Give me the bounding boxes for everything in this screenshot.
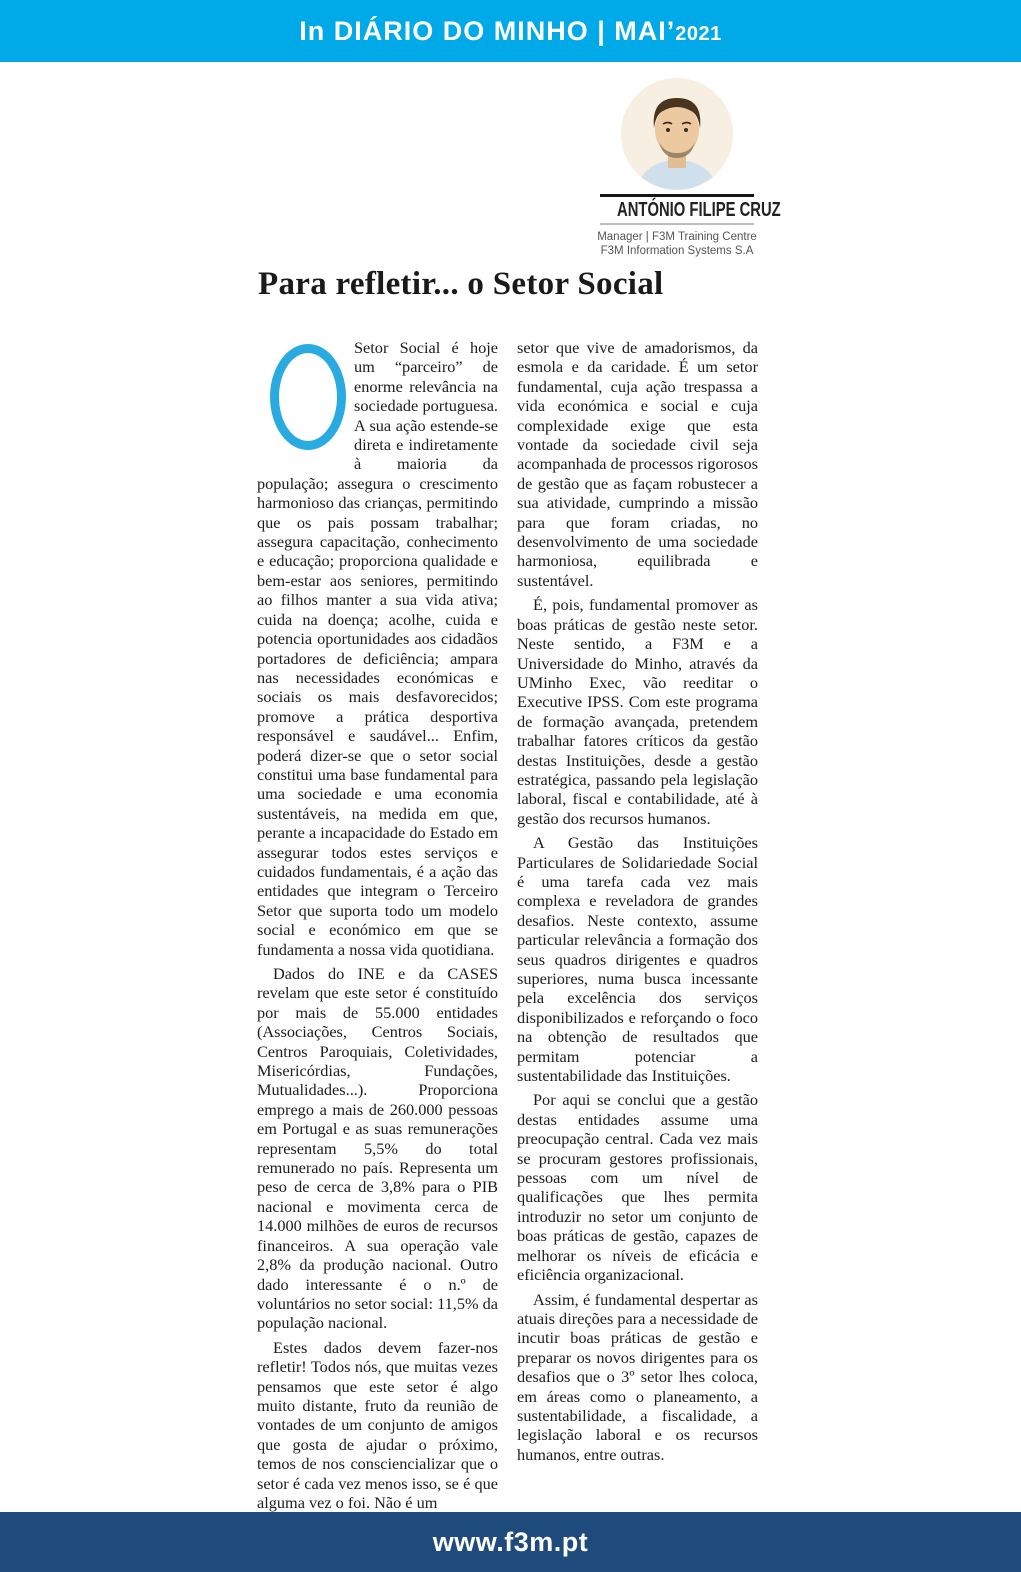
- person-portrait-icon: [621, 78, 733, 190]
- paragraph: A Gestão das Instituições Particulares de Solidariedade Social é uma tarefa cada vez mais complexa e reveladora de grandes desafios. Neste contexto, assume particular relevância a formação dos seus quadros dirigentes e quadros superiores, numa busca incessante pela excelência dos serviços disponibilizados e reforçando o foco na obtenção de resultados que permitam potenciar a sustentabilidade das Instituições.: [517, 833, 758, 1086]
- paragraph: Assim, é fundamental despertar as atuais direções para a necessidade de incutir boas práticas de gestão e preparar os novos dirigentes para os desafios que o 3º setor lhes coloca, em áreas como o planeamento, a sustentabilidade, a fiscalidade, a legislação laboral e os recursos humanos, entre outras.: [517, 1289, 758, 1464]
- footer-url: www.f3m.pt: [432, 1526, 589, 1557]
- article-body: [257, 338, 759, 1512]
- paragraph: [257, 338, 498, 959]
- paragraph: Estes dados devem fazer-nos refletir! Todos nós, que muitas vezes pensamos que este setor é algo muito distante, fruto da reunião de vontades de um conjunto de amigos que gosta de ajudar o próximo, temos de nos consciencializar que o setor é cada vez menos isso, se é que alguma vez o foi. Não é um: [257, 1337, 498, 1512]
- author-photo: [621, 78, 733, 190]
- paragraph: Por aqui se conclui que a gestão destas entidades assume uma preocupação central. Cada vez mais se procuram gestores profissionais, pessoas com um nível de qualificações que lhes permita introduzir no setor um conjunto de boas práticas de gestão, capazes de melhorar os níveis de eficácia e eficiência organizacional.: [517, 1090, 758, 1285]
- column-right: [517, 338, 758, 1512]
- drop-cap-wrap: [257, 338, 354, 455]
- article-title: Para refletir... o Setor Social: [258, 266, 664, 302]
- author-name: ANTÓNIO FILIPE CRUZ: [617, 199, 781, 221]
- column-left: [257, 338, 498, 1512]
- author-divider-bottom: [600, 223, 754, 225]
- author-divider-top: [600, 194, 754, 197]
- paragraph: setor que vive de amadorismos, da esmola e da caridade. É um setor fundamental, cuja ação trespassa a vida económica e social e cuja complexidade exige que esta vontade da sociedade civil seja acompanhada de processos rigorosos de gestão que as façam robustecer a sua atividade, cumprindo a missão para que foram criadas, no desenvolvimento de uma sociedade harmoniosa, equilibrada e sustentável.: [517, 338, 758, 590]
- paragraph: Dados do INE e da CASES revelam que este setor é constituído por mais de 55.000 entidades (Associações, Centros Sociais, Centros Paroquiais, Coletividades, Misericórdias, Fundações, Mutualidades...). Proporciona emprego a mais de 260.000 pessoas em Portugal e as suas remunerações representam 5,5% do total remunerado no país. Representa um peso de cerca de 3,8% para o PIB nacional e movimenta cerca de 14.000 milhões de euros de recursos financeiros. A sua operação vale 2,8% da produção nacional. Outro dado interessante é o n.º de voluntários no setor social: 11,5% da população nacional.: [257, 964, 498, 1333]
- banner-title: [299, 16, 722, 47]
- drop-cap-letter: [270, 344, 346, 450]
- paragraph-text: Setor Social é hoje um “parceiro” de enorme relevância na sociedade portuguesa. A sua ação estende-se direta e indiretamente à maioria da população; assegura o crescimento harmonioso das crianças, permitindo que os pais possam trabalhar; assegura capacitação, conhecimento e educação; proporciona qualidade e bem-estar aos seniores, permitindo ao filhos manter a sua vida ativa; cuida na doença; acolhe, cuida e potencia oportunidades aos cidadãos portadores de deficiência; ampara nas necessidades económicas e sociais os mais desfavorecidos; promove a prática desportiva responsável e saudável... Enfim, poderá dizer-se que o setor social constitui uma base fundamental para uma sociedade e uma economia sustentáveis, na medida em que, perante a incapacidade do Estado em assegurar todos estes serviços e cuidados fundamentais, é a ação das entidades que integram o Terceiro Setor que suporta todo um modelo social e económico em que se fundamenta a nossa vida quotidiana.: [257, 338, 498, 959]
- author-block: [596, 78, 781, 258]
- footer-banner: [0, 1512, 1021, 1572]
- banner-year: 2021: [675, 22, 722, 45]
- header-banner: [0, 0, 1021, 62]
- author-company: F3M Information Systems S.A: [600, 245, 754, 257]
- paragraph: É, pois, fundamental promover as boas práticas de gestão neste setor. Neste sentido, a F3M e a Universidade do Minho, através da UMinho Exec, vão reeditar o Executive IPSS. Com este programa de formação avançada, pretendem trabalhar fatores críticos da gestão destas Instituições, desde a gestão estratégica, passando pela legislação laboral, fiscal e contabilidade, até à gestão dos recursos humanos.: [517, 595, 758, 828]
- banner-source-label: In DIÁRIO DO MINHO | MAI’: [299, 15, 676, 46]
- author-role: Manager | F3M Training Centre: [597, 231, 757, 243]
